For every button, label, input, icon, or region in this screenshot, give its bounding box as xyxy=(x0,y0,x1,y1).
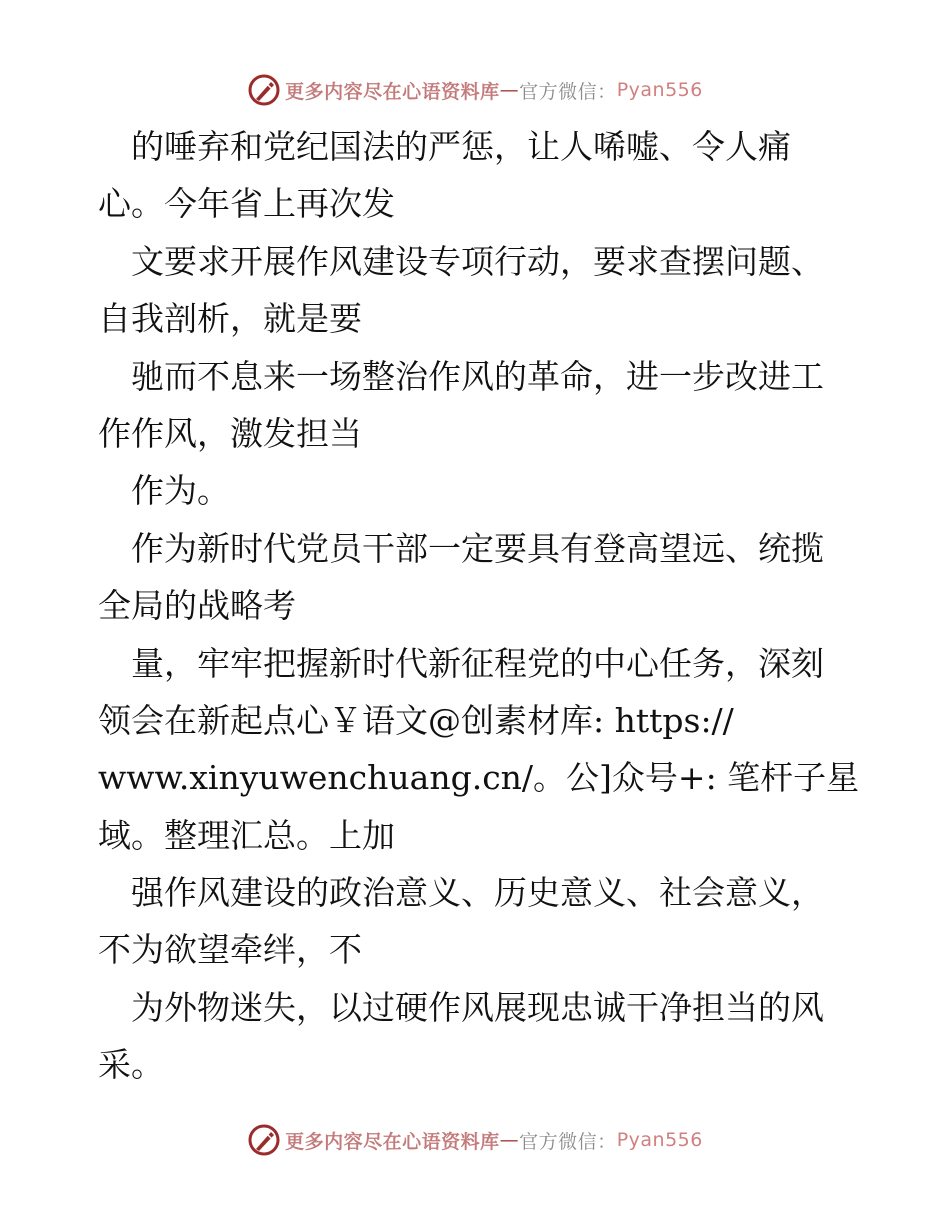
text-line: 不为欲望牵绊，不 xyxy=(98,930,362,970)
text-line: 作作风，激发担当 xyxy=(98,413,362,453)
text-line: 心。今年省上再次发 xyxy=(98,184,395,224)
text-line: 量，牢牢把握新时代新征程党的中心任务，深刻 xyxy=(98,643,824,683)
banner-site-text: 更多内容尽在心语资料库 xyxy=(285,1130,500,1153)
text-line: 领会在新起点心￥语文@创素材库: https:// xyxy=(98,700,734,740)
text-line: 强作风建设的政治意义、历史意义、社会意义， xyxy=(98,873,824,913)
text-line: 作为。 xyxy=(98,471,230,511)
document-body xyxy=(98,118,898,1094)
text-line: 文要求开展作风建设专项行动，要求查摆问题、 xyxy=(98,241,824,281)
footer-watermark-banner xyxy=(0,1120,950,1160)
text-line: 域。整理汇总。上加 xyxy=(98,815,395,855)
banner-wechat-label: 官方微信： xyxy=(519,1130,617,1153)
text-line: www.xinyuwenchuang.cn/。公]众号+: 笔杆子星 xyxy=(98,758,860,798)
text-line: 采。 xyxy=(98,1045,164,1085)
banner-wechat-handle: Pyan556 xyxy=(616,1129,703,1151)
text-line: 的唾弃和党纪国法的严惩，让人唏嘘、令人痛 xyxy=(98,127,791,166)
text-line: 自我剖析，就是要 xyxy=(98,299,362,339)
banner-wechat-handle: Pyan556 xyxy=(616,79,703,101)
header-watermark-banner xyxy=(0,70,950,110)
text-line: 驰而不息来一场整治作风的革命，进一步改进工 xyxy=(98,356,824,396)
text-line: 全局的战略考 xyxy=(98,586,296,626)
feather-pen-logo-icon xyxy=(247,1123,281,1157)
banner-dash: — xyxy=(499,79,520,101)
text-line: 为外物迷失，以过硬作风展现忠诚干净担当的风 xyxy=(98,987,824,1027)
banner-site-text: 更多内容尽在心语资料库 xyxy=(285,80,500,103)
feather-pen-logo-icon xyxy=(247,73,281,107)
banner-dash: — xyxy=(499,1129,520,1151)
banner-wechat-label: 官方微信： xyxy=(519,80,617,103)
text-line: 作为新时代党员干部一定要具有登高望远、统揽 xyxy=(98,528,824,568)
